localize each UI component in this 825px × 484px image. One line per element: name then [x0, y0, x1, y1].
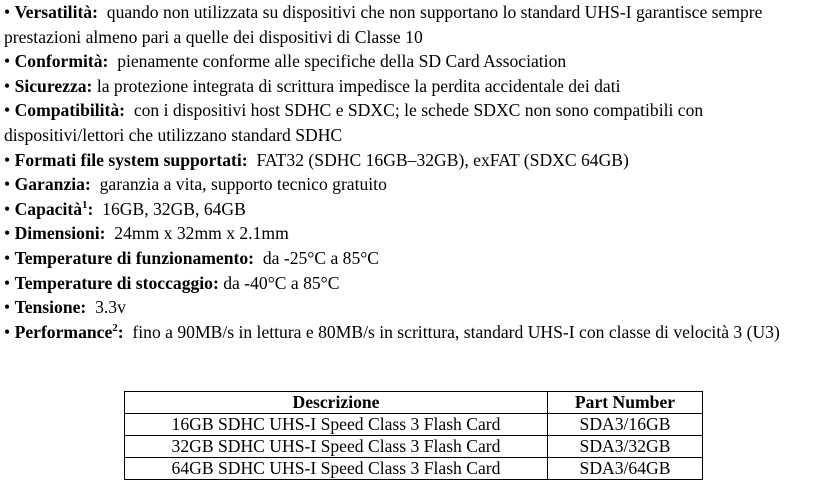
- bullet: •: [4, 321, 11, 342]
- description-cell: 16GB SDHC UHS-I Speed Class 3 Flash Card: [125, 414, 548, 436]
- bullet: •: [4, 2, 11, 22]
- spec-item-formati: [4, 148, 822, 173]
- spec-item-conformita: [4, 49, 822, 74]
- part-number-cell: SDA3/32GB: [548, 436, 703, 458]
- column-header-part-number: Part Number: [548, 392, 703, 414]
- spec-label: Performance: [14, 321, 113, 342]
- spec-text: 3.3v: [95, 297, 126, 318]
- spec-text: 16GB, 32GB, 64GB: [102, 198, 246, 219]
- spec-label: Temperature di funzionamento:: [14, 247, 255, 268]
- bullet: •: [4, 247, 11, 268]
- spec-label: Dimensioni:: [14, 223, 106, 244]
- spec-item-performance: [4, 320, 822, 345]
- spec-list: [4, 0, 822, 344]
- spec-label: Compatibilità:: [14, 100, 126, 121]
- bullet: •: [4, 75, 11, 96]
- spec-text: da -40°C a 85°C: [223, 272, 340, 293]
- bullet: •: [4, 149, 11, 170]
- spec-item-sicurezza: [4, 74, 822, 99]
- spec-item-dimensioni: [4, 221, 822, 246]
- spec-label: Formati file system supportati:: [14, 149, 248, 170]
- spec-item-temp-stoccaggio: [4, 271, 822, 296]
- bullet: •: [4, 297, 11, 318]
- spec-label-suffix: :: [87, 198, 94, 219]
- spec-text: con i dispositivi host SDHC e SDXC; le schede SDXC non sono compatibili con dispositivi/lettori che utilizzano standard SDHC: [4, 100, 704, 145]
- spec-item-temp-funzionamento: [4, 246, 822, 271]
- spec-text: garanzia a vita, supporto tecnico gratuito: [99, 174, 387, 195]
- spec-text: fino a 90MB/s in lettura e 80MB/s in scrittura, standard UHS-I con classe di velocità 3 (U3): [132, 321, 780, 342]
- part-number-cell: SDA3/16GB: [548, 414, 703, 436]
- bullet: •: [4, 100, 11, 121]
- spec-text: la protezione integrata di scrittura impedisce la perdita accidentale dei dati: [96, 75, 621, 96]
- spec-label: Conformità:: [14, 51, 109, 72]
- spec-label-suffix: :: [117, 321, 124, 342]
- column-header-description: Descrizione: [125, 392, 548, 414]
- footnote-marker: 1: [82, 198, 88, 211]
- bullet: •: [4, 272, 11, 293]
- spec-label: Sicurezza:: [14, 75, 93, 96]
- spec-text: quando non utilizzata su dispositivi che non supportano lo standard UHS-I garantisce sempre prestazioni almeno pari a quelle dei dispositivi di Classe 10: [4, 2, 763, 47]
- bullet: •: [4, 198, 11, 219]
- spec-item-versatilita: [4, 0, 822, 49]
- description-cell: 32GB SDHC UHS-I Speed Class 3 Flash Card: [125, 436, 548, 458]
- part-number-table: [124, 391, 703, 480]
- spec-label: Capacità: [14, 198, 83, 219]
- spec-item-tensione: [4, 295, 822, 320]
- spec-label: Temperature di stoccaggio:: [14, 272, 219, 293]
- description-cell: 64GB SDHC UHS-I Speed Class 3 Flash Card: [125, 458, 548, 480]
- spec-text: 24mm x 32mm x 2.1mm: [114, 223, 289, 244]
- part-number-cell: SDA3/64GB: [548, 458, 703, 480]
- table-row: [125, 436, 703, 458]
- spec-item-capacita: [4, 197, 822, 222]
- spec-text: da -25°C a 85°C: [262, 247, 380, 268]
- footnote-marker: 2: [112, 321, 118, 334]
- spec-label: Versatilità:: [14, 2, 98, 22]
- bullet: •: [4, 223, 11, 244]
- table-row: [125, 414, 703, 436]
- table-row: [125, 458, 703, 480]
- table-header-row: [125, 392, 703, 414]
- bullet: •: [4, 51, 11, 72]
- spec-text: FAT32 (SDHC 16GB–32GB), exFAT (SDXC 64GB): [256, 149, 629, 170]
- spec-label: Garanzia:: [14, 174, 91, 195]
- spec-label: Tensione:: [14, 297, 87, 318]
- spec-item-compatibilita: [4, 98, 822, 147]
- spec-text: pienamente conforme alle specifiche della SD Card Association: [117, 51, 567, 72]
- spec-item-garanzia: [4, 172, 822, 197]
- bullet: •: [4, 174, 11, 195]
